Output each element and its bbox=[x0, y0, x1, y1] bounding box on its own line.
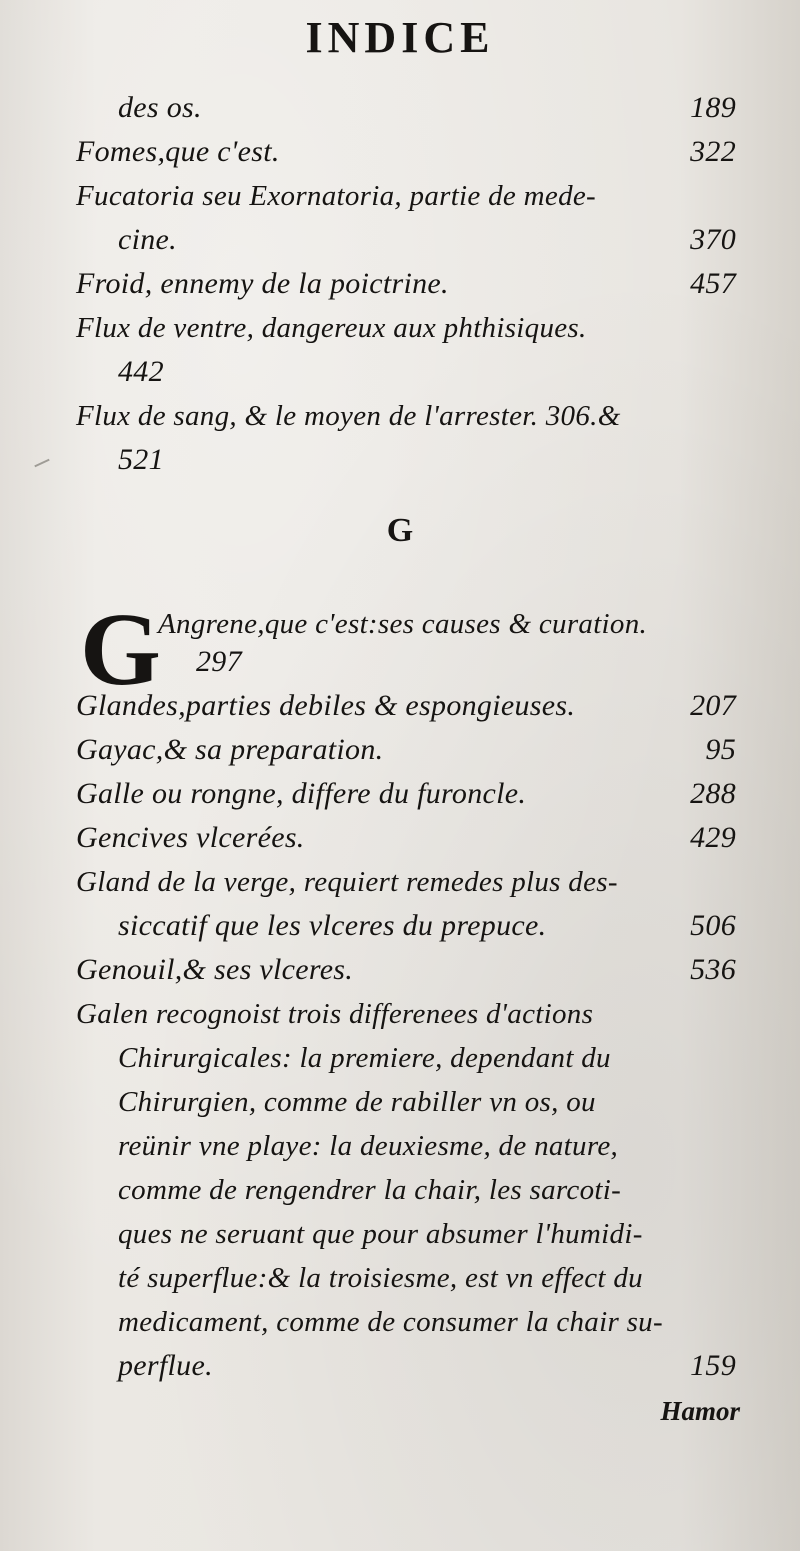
entry-text: medicament, comme de consumer la chair su- bbox=[118, 1306, 663, 1338]
entry-text: Gayac,& sa preparation. bbox=[76, 733, 384, 766]
entry-text: cine. bbox=[118, 223, 177, 256]
index-entry bbox=[76, 174, 736, 218]
index-entry bbox=[118, 218, 736, 262]
entry-page: 288 bbox=[690, 777, 736, 810]
entry-page: 429 bbox=[690, 821, 736, 854]
entry-text: Genouil,& ses vlceres. bbox=[76, 953, 354, 986]
index-entry bbox=[76, 306, 736, 350]
entry-text: des os. bbox=[118, 91, 202, 124]
entry-page: 536 bbox=[690, 953, 736, 986]
index-entry bbox=[76, 728, 736, 772]
entry-text: 297 bbox=[196, 645, 242, 678]
catchword: Hamor bbox=[660, 1396, 740, 1426]
entry-text: Chirurgicales: la premiere, dependant du bbox=[118, 1042, 611, 1074]
index-entry bbox=[118, 1124, 736, 1168]
entry-text: siccatif que les vlceres du prepuce. bbox=[118, 909, 547, 942]
index-entry bbox=[118, 86, 736, 130]
index-entry bbox=[118, 1036, 736, 1080]
index-entry bbox=[76, 394, 736, 438]
entry-page: 457 bbox=[690, 267, 736, 300]
index-entry bbox=[118, 1256, 736, 1300]
entry-text: Galen recognoist trois differenees d'actions bbox=[76, 998, 594, 1030]
entry-text: Galle ou rongne, differe du furoncle. bbox=[76, 777, 527, 810]
index-entry bbox=[118, 350, 736, 394]
index-entry bbox=[118, 1300, 736, 1344]
entry-text: Froid, ennemy de la poictrine. bbox=[76, 267, 449, 300]
entry-page: 322 bbox=[690, 135, 736, 168]
index-entry bbox=[76, 816, 736, 860]
entry-text: 521 bbox=[118, 443, 164, 476]
entry-text: perflue. bbox=[118, 1349, 213, 1382]
entry-page: 207 bbox=[690, 689, 736, 722]
index-entry bbox=[76, 262, 736, 306]
entry-text: Fomes,que c'est. bbox=[76, 135, 280, 168]
entry-text: 442 bbox=[118, 355, 164, 388]
index-entry bbox=[118, 1344, 736, 1388]
index-entry bbox=[118, 1080, 736, 1124]
index-entry bbox=[76, 130, 736, 174]
index-entry bbox=[118, 904, 736, 948]
index-entry bbox=[76, 684, 736, 728]
entry-text: Fucatoria seu Exornatoria, partie de mede- bbox=[76, 180, 597, 212]
entry-text: Gland de la verge, requiert remedes plus des- bbox=[76, 866, 618, 898]
entry-page: 370 bbox=[690, 223, 736, 256]
index-entry bbox=[76, 948, 736, 992]
entry-text: Angrene,que c'est:ses causes & curation. bbox=[158, 608, 648, 640]
index-entry bbox=[76, 992, 736, 1036]
entry-page: 95 bbox=[705, 733, 736, 766]
drop-cap: G bbox=[80, 592, 161, 707]
index-entry bbox=[76, 860, 736, 904]
entry-text: reünir vne playe: la deuxiesme, de nature, bbox=[118, 1130, 619, 1162]
index-entry bbox=[118, 1212, 736, 1256]
entry-text: Flux de sang, & le moyen de l'arrester. 306.& bbox=[76, 400, 621, 432]
running-head: INDICE bbox=[305, 13, 495, 62]
section-letter: G bbox=[386, 512, 414, 549]
index-entry bbox=[118, 438, 736, 482]
entry-page: 159 bbox=[690, 1349, 736, 1382]
entry-text: té superflue:& la troisiesme, est vn effect du bbox=[118, 1262, 643, 1294]
entry-text: Flux de ventre, dangereux aux phthisiques. bbox=[76, 312, 587, 344]
entry-text: Glandes,parties debiles & espongieuses. bbox=[76, 689, 576, 722]
index-entry bbox=[118, 1168, 736, 1212]
ink-mark bbox=[34, 459, 49, 468]
entry-text: Gencives vlcerées. bbox=[76, 821, 305, 854]
entry-text: comme de rengendrer la chair, les sarcoti- bbox=[118, 1174, 622, 1206]
index-entry bbox=[76, 772, 736, 816]
index-entry bbox=[196, 640, 736, 684]
entry-page: 189 bbox=[690, 91, 736, 124]
entry-text: Chirurgien, comme de rabiller vn os, ou bbox=[118, 1086, 596, 1118]
entry-page: 506 bbox=[690, 909, 736, 942]
entry-text: ques ne seruant que pour absumer l'humidi- bbox=[118, 1218, 643, 1250]
